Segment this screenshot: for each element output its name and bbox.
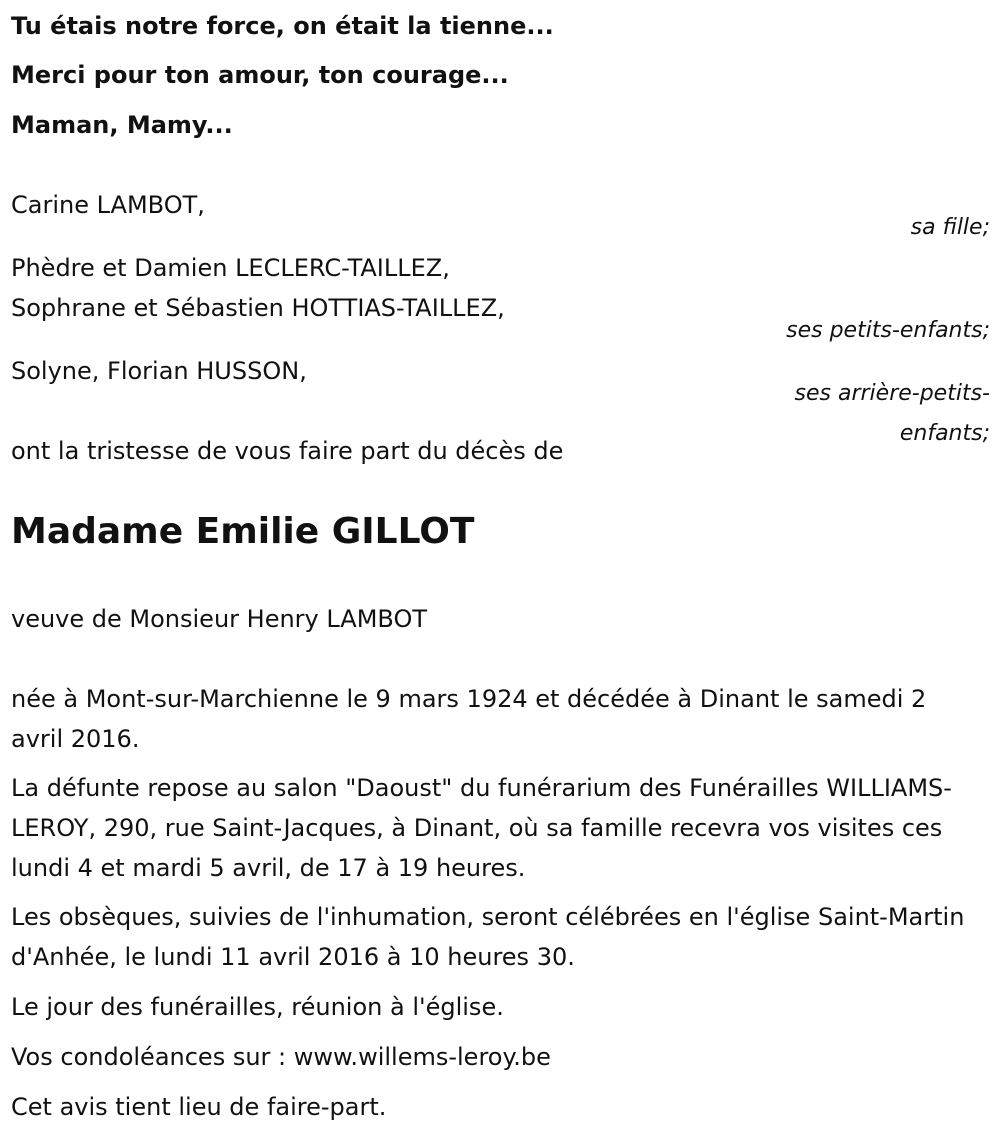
epigraph-line-1: Tu étais notre force, on était la tienne... (11, 12, 554, 40)
announcement-text: ont la tristesse de vous faire part du décès de (11, 437, 564, 465)
deceased-name: Madame Emilie GILLOT (11, 511, 475, 552)
daughter-name: Carine LAMBOT, (11, 191, 205, 219)
great-grandchildren-names: Solyne, Florian HUSSON, (11, 357, 307, 385)
gathering-note: Le jour des funérailles, réunion à l'église. (11, 993, 504, 1021)
great-grandchildren-relation-line-2: enfants; (899, 421, 990, 446)
funeral-details: Les obsèques, suivies de l'inhumation, seront célébrées en l'église Saint-Martin d'Anhée, le lundi 11 avril 2016 à 10 heures 30. (11, 903, 965, 971)
epigraph-line-3: Maman, Mamy... (11, 111, 233, 139)
birth-death-details: née à Mont-sur-Marchienne le 9 mars 1924 et décédée à Dinant le samedi 2 avril 2016. (11, 685, 927, 753)
notice-disclaimer: Cet avis tient lieu de faire-part. (11, 1093, 387, 1121)
grandchild-line-1: Phèdre et Damien LECLERC-TAILLEZ, (11, 254, 450, 282)
grandchildren-relation: ses petits-enfants; (786, 318, 990, 343)
widow-of: veuve de Monsieur Henry LAMBOT (11, 605, 428, 633)
repose-details: La défunte repose au salon "Daoust" du funérarium des Funérailles WILLIAMS-LEROY, 290, rue Saint-Jacques, à Dinant, où sa famille recevra vos visites ces lundi 4 et mardi 5 avril, de 17 à 19 heures. (11, 774, 952, 882)
daughter-relation: sa fille; (910, 215, 990, 240)
condolences-note: Vos condoléances sur : www.willems-leroy.be (11, 1043, 551, 1071)
grandchild-line-2: Sophrane et Sébastien HOTTIAS-TAILLEZ, (11, 294, 505, 322)
epigraph-line-2: Merci pour ton amour, ton courage... (11, 61, 509, 89)
great-grandchildren-relation-line-1: ses arrière-petits- (794, 381, 990, 406)
